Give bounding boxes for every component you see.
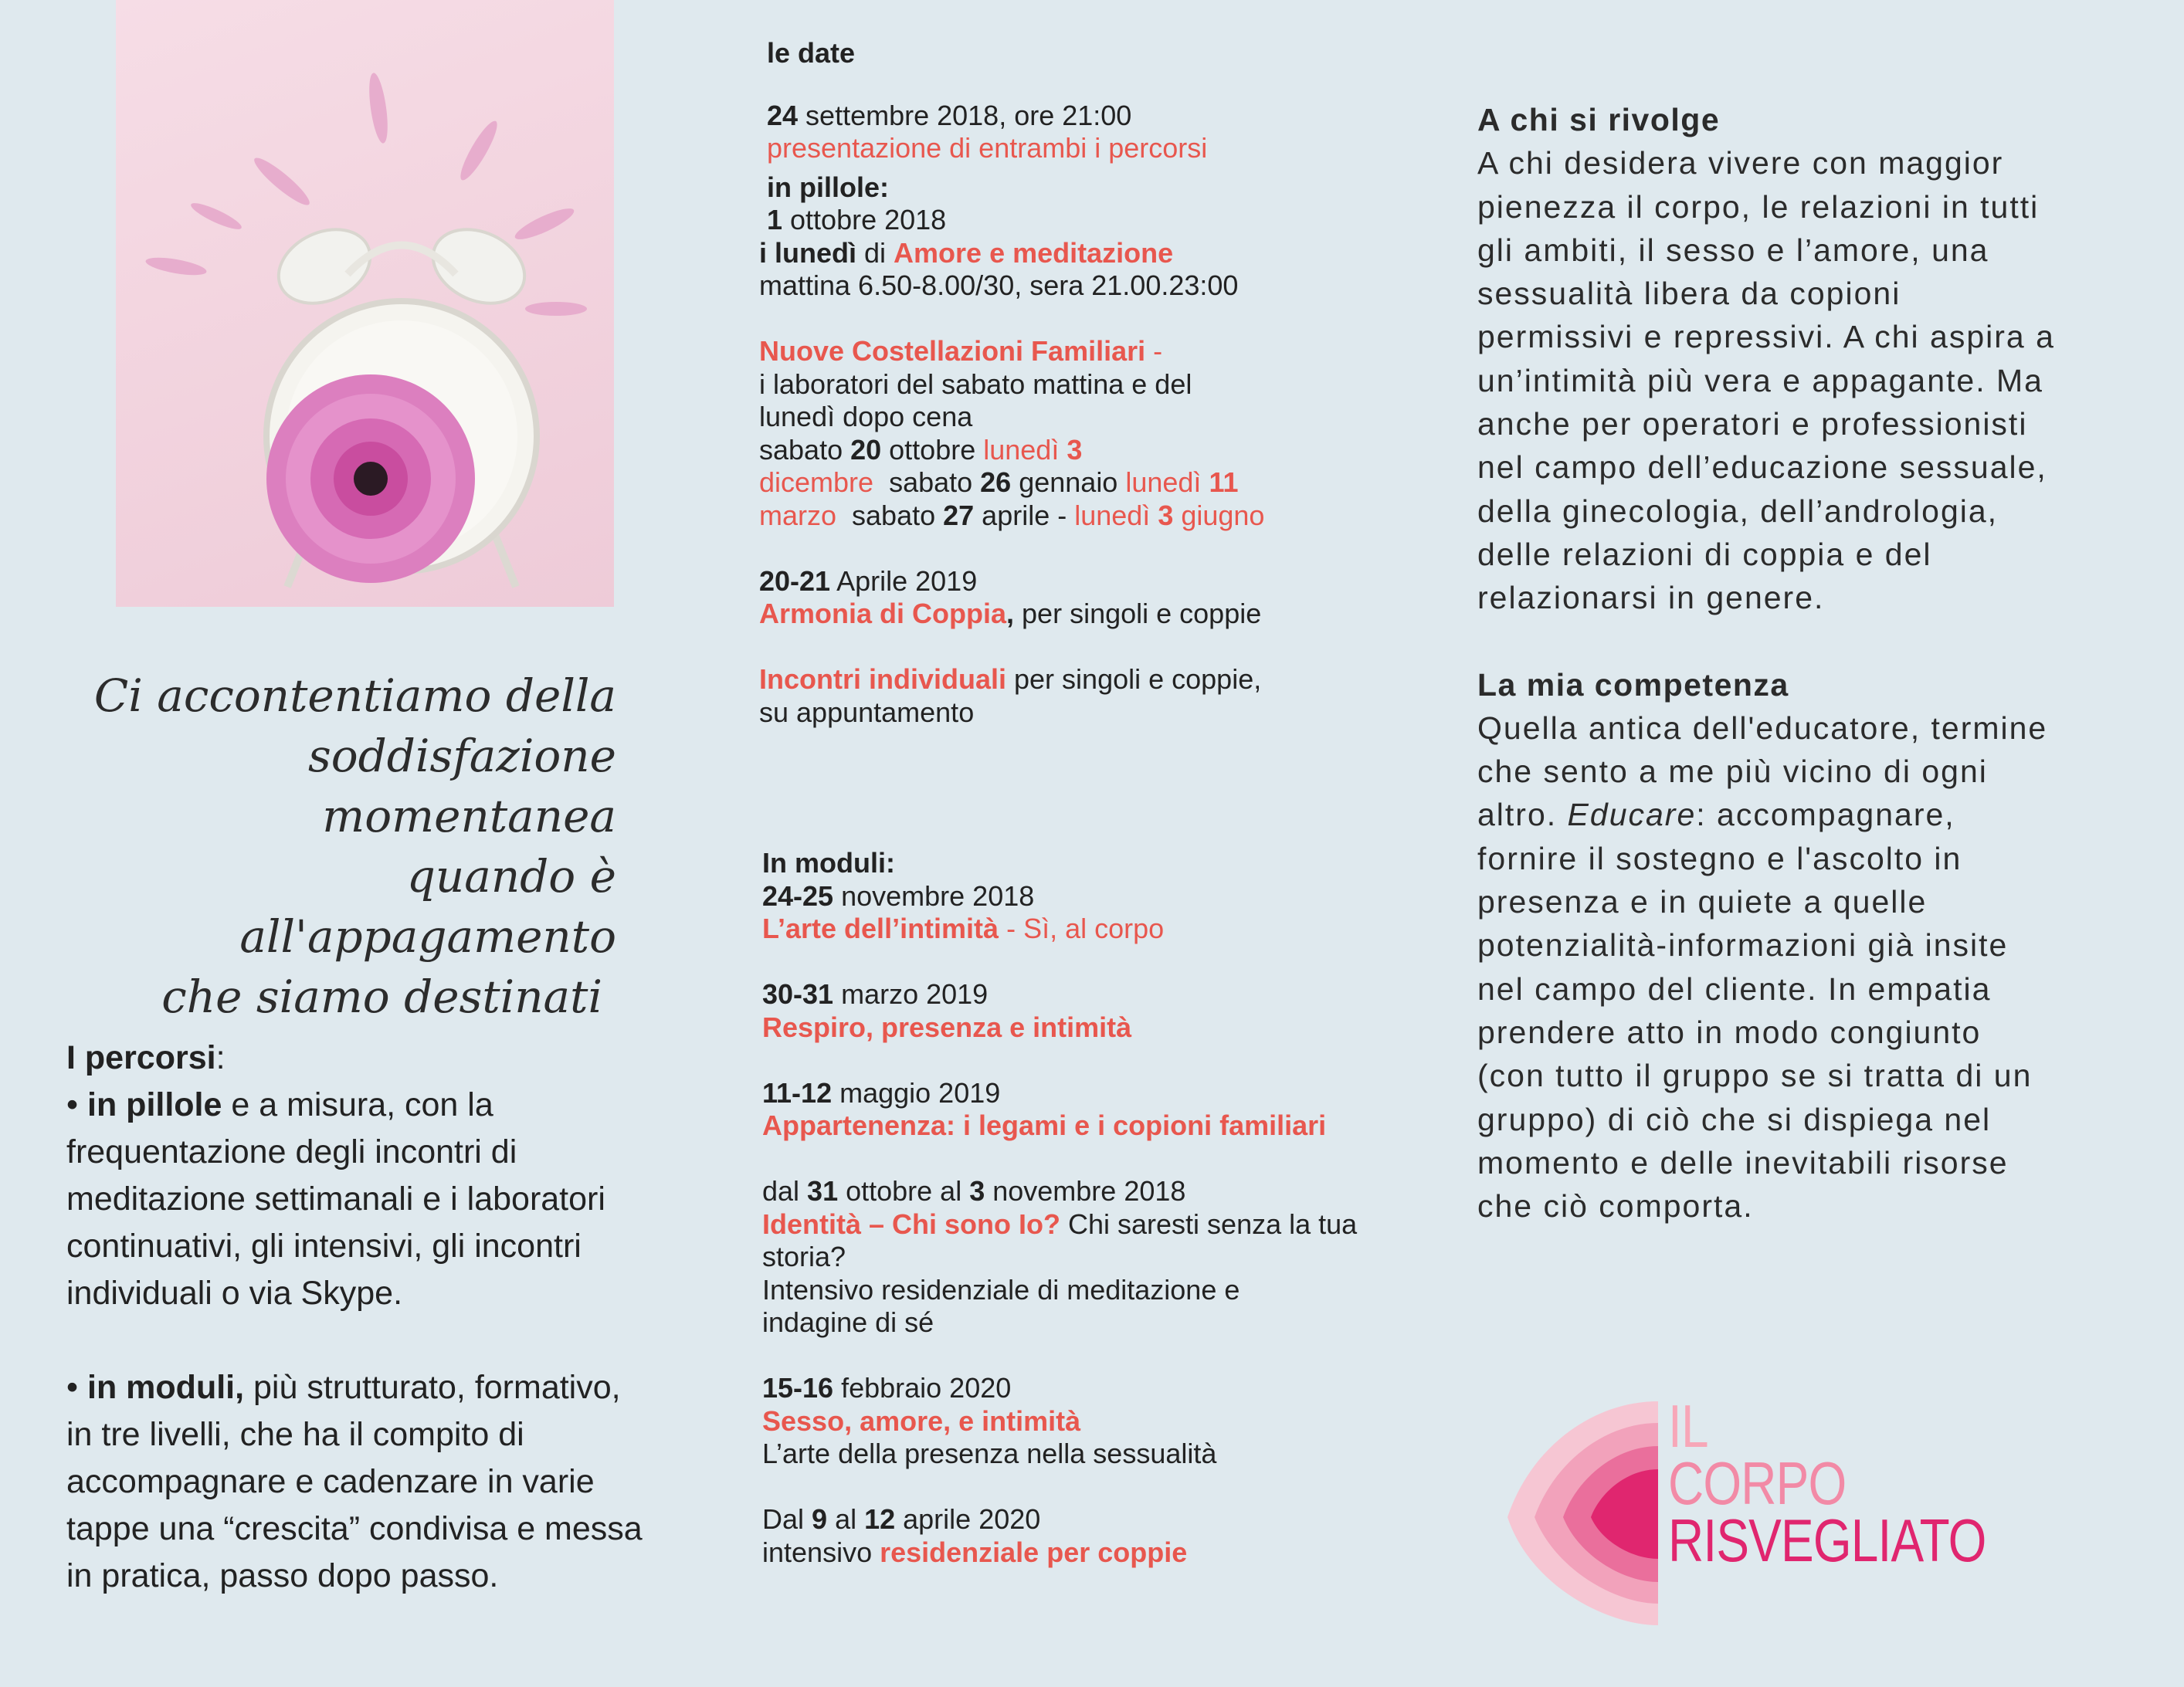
amore-meditazione-title: Amore e meditazione: [894, 236, 1174, 269]
t: ottobre: [881, 433, 984, 466]
t: al: [827, 1503, 865, 1535]
t: 3: [1067, 433, 1083, 466]
pillole-text: individuali o via Skype.: [66, 1275, 403, 1312]
date-bold: 1: [767, 204, 783, 235]
module-title: [762, 1536, 1439, 1570]
lunedi-bold: i lunedì: [759, 236, 856, 269]
t: aprile -: [974, 499, 1075, 531]
module-desc: L’arte della presenza nella sessualità: [762, 1438, 1217, 1469]
module-date: [762, 880, 1439, 913]
individuali-desc: su appuntamento: [759, 696, 975, 728]
module-desc: Intensivo residenziale di meditazione e: [762, 1273, 1240, 1306]
moduli-text: più strutturato, formativo,: [244, 1369, 621, 1406]
pillole-text: meditazione settimanali e i laboratori: [66, 1181, 605, 1218]
moduli-bold: in moduli,: [87, 1369, 245, 1406]
t: : accompagnare,: [1696, 797, 1955, 833]
audience-text: della ginecologia, dell’andrologia,: [1477, 493, 1999, 529]
t: sabato: [759, 433, 851, 466]
audience-text: sessualità libera da copioni: [1477, 276, 1901, 312]
percorsi-title-colon: :: [215, 1039, 226, 1076]
t: 11: [1209, 466, 1239, 498]
competence-text: gruppo) di ciò che si dispiega nel: [1477, 1101, 1992, 1137]
pillole-text: continuativi, gli intensivi, gli incontri: [66, 1228, 582, 1265]
date-bold: 24: [767, 99, 799, 131]
competence-text: momento e delle inevitabili risorse: [1477, 1144, 2009, 1181]
competence-text: che ciò comporta.: [1477, 1188, 1754, 1225]
t: sabato: [836, 499, 944, 531]
competence-text: Quella antica dell'educatore, termine: [1477, 710, 2048, 746]
audience-heading: A chi si rivolge: [1477, 102, 1721, 137]
competence-text: nel campo del cliente. In empatia: [1477, 971, 1992, 1007]
moduli-text: in pratica, passo dopo passo.: [66, 1557, 499, 1594]
module-date: [762, 1077, 1439, 1110]
date-bold: 11-12: [762, 1076, 833, 1109]
t: sabato: [873, 466, 981, 498]
competence-text: (con tutto il gruppo se si tratta di un: [1477, 1058, 2033, 1094]
moduli-text: in tre livelli, che ha il compito di: [66, 1416, 524, 1453]
lunedi-times: mattina 6.50-8.00/30, sera 21.00.23:00: [759, 269, 1239, 301]
t: 9: [812, 1503, 828, 1535]
presentation-date: [767, 100, 1439, 133]
module-desc: indagine di sé: [762, 1306, 934, 1338]
module-title-text: Identità – Chi sono Io?: [762, 1208, 1060, 1240]
t: altro.: [1477, 797, 1568, 833]
quote-line: che siamo destinati: [161, 971, 602, 1023]
competence-heading: La mia competenza: [1477, 666, 1789, 703]
date-rest: marzo 2019: [833, 978, 989, 1010]
logo-risvegliato: RISVEGLIATO: [1668, 1506, 1986, 1574]
armonia-date: [759, 565, 1439, 598]
moduli-text: accompagnare e cadenzare in varie: [66, 1463, 595, 1500]
t: 20: [850, 433, 882, 466]
audience-text: relazionarsi in genere.: [1477, 580, 1825, 616]
t: intensivo: [762, 1536, 880, 1568]
t: 31: [807, 1175, 839, 1207]
pillole-heading: in pillole:: [767, 171, 889, 203]
audience-text: anche per operatori e professionisti: [1477, 406, 2028, 442]
t: giugno: [1173, 499, 1265, 531]
module-title-text: L’arte dell’intimità: [762, 913, 999, 944]
t: dicembre: [759, 466, 874, 498]
t: aprile 2020: [895, 1503, 1041, 1535]
audience-text: permissivi e repressivi. A chi aspira a: [1477, 319, 2055, 355]
audience-column: [1477, 98, 2157, 1228]
module-title: [762, 1208, 1439, 1242]
t: dal: [762, 1175, 808, 1207]
competence-text: fornire il sostegno e l'ascolto in: [1477, 840, 1962, 876]
quote-line: soddisfazione momentanea: [307, 730, 616, 842]
t: 3: [1158, 499, 1174, 531]
module-title: Sesso, amore, e intimità: [762, 1404, 1081, 1437]
dates-heading: le date: [767, 37, 856, 69]
percorsi-title-bold: I percorsi: [66, 1039, 216, 1076]
module-date: [762, 1175, 1439, 1208]
t: marzo: [759, 499, 837, 531]
pillole-text: e a misura, con la: [222, 1086, 493, 1123]
logo-text: [1668, 1392, 1986, 1574]
audience-text: gli ambiti, il sesso e l’amore, una: [1477, 232, 1989, 268]
logo-corpo: CORPO: [1668, 1449, 1847, 1517]
bullet: •: [66, 1369, 79, 1406]
armonia-title: Armonia di Coppia: [759, 598, 1007, 629]
bullet: •: [66, 1086, 79, 1123]
ncf-dash: -: [1145, 335, 1163, 367]
individuali-title: Incontri individuali: [759, 663, 1007, 695]
pillole-text: frequentazione degli incontri di: [66, 1133, 517, 1170]
ncf-title-line: [759, 335, 1439, 368]
pillole-line: [66, 1082, 700, 1129]
moduli-heading: In moduli:: [762, 847, 895, 879]
date-rest: settembre 2018, ore 21:00: [798, 99, 1132, 131]
pillole-start: [767, 204, 1439, 237]
t: ,: [1006, 598, 1015, 629]
ncf-dates: [759, 500, 1439, 533]
presentation-desc: presentazione di entrambi i percorsi: [767, 132, 1208, 164]
module-subtitle: - Sì, al corpo: [999, 913, 1165, 944]
date-bold: 20-21: [759, 564, 831, 597]
t: lunedì: [983, 433, 1067, 466]
module-title: Respiro, presenza e intimità: [762, 1011, 1132, 1043]
t: 3: [969, 1175, 985, 1207]
armonia-title-line: [759, 598, 1439, 631]
competence-text: prendere atto in modo congiunto: [1477, 1014, 1982, 1050]
module-date: [762, 1503, 1439, 1536]
alarm-clock-with-flower-icon: [116, 0, 614, 607]
t: novembre 2018: [985, 1175, 1186, 1207]
module-title-text: residenziale per coppie: [880, 1536, 1188, 1568]
module-date: [762, 978, 1439, 1011]
audience-text: pienezza il corpo, le relazioni in tutti: [1477, 188, 2040, 225]
t: Dal: [762, 1503, 812, 1535]
date-rest: ottobre 2018: [782, 204, 947, 235]
individuali-line: [759, 663, 1439, 696]
t: lunedì: [1074, 499, 1158, 531]
lunedi-di: di: [856, 236, 894, 269]
t: 27: [943, 499, 975, 531]
module-desc: storia?: [762, 1241, 846, 1272]
dates-column: [759, 37, 1439, 1569]
quote: [31, 666, 616, 1027]
t: Chi saresti senza la tua: [1060, 1208, 1358, 1240]
date-rest: maggio 2019: [832, 1076, 1001, 1109]
competence-text: presenza e in quiete a quelle: [1477, 884, 1928, 920]
module-title: [762, 913, 1439, 946]
module-date: [762, 1372, 1439, 1405]
competence-text: potenzialità-informazioni già insite: [1477, 927, 2009, 964]
alarm-clock-photo: [116, 0, 614, 607]
date-rest: novembre 2018: [833, 879, 1035, 912]
t: per singoli e coppie: [1014, 598, 1262, 629]
percorsi-section: [66, 1035, 700, 1600]
ncf-desc: lunedì dopo cena: [759, 401, 973, 432]
competence-text: [1477, 793, 2157, 836]
t: ottobre al: [838, 1175, 970, 1207]
module-title: Appartenenza: i legami e i copioni familiari: [762, 1109, 1327, 1141]
ncf-desc: i laboratori del sabato mattina e del: [759, 368, 1192, 400]
quote-line: quando è all'appagamento: [239, 850, 616, 963]
educare-italic: Educare: [1567, 797, 1697, 833]
competence-text: che sento a me più vicino di ogni: [1477, 754, 1988, 790]
t: per singoli e coppie,: [1006, 663, 1262, 695]
logo-il: IL: [1668, 1392, 1708, 1460]
date-bold: 24-25: [762, 879, 834, 912]
pillole-bold: in pillole: [87, 1086, 222, 1123]
quote-line: Ci accontentiamo della: [93, 669, 616, 722]
t: 26: [980, 466, 1012, 498]
audience-text: A chi desidera vivere con maggior: [1477, 145, 2004, 181]
date-bold: 30-31: [762, 978, 834, 1010]
date-rest: Aprile 2019: [830, 564, 978, 597]
date-rest: febbraio 2020: [833, 1372, 1012, 1404]
t: gennaio: [1011, 466, 1126, 498]
lunedi-line: [759, 237, 1439, 270]
date-bold: 15-16: [762, 1372, 834, 1404]
moduli-line: [66, 1364, 700, 1411]
ncf-dates: [759, 434, 1439, 467]
audience-text: delle relazioni di coppia e del: [1477, 536, 1932, 572]
percorsi-title: [66, 1035, 700, 1082]
t: lunedì: [1125, 466, 1209, 498]
t: 12: [864, 1503, 896, 1535]
ncf-dates: [759, 466, 1439, 500]
audience-text: un’intimità più vera e appagante. Ma: [1477, 362, 2043, 398]
audience-text: nel campo dell’educazione sessuale,: [1477, 449, 2047, 486]
ncf-title: Nuove Costellazioni Familiari: [759, 335, 1146, 367]
moduli-text: tappe una “crescita” condivisa e messa: [66, 1510, 643, 1547]
